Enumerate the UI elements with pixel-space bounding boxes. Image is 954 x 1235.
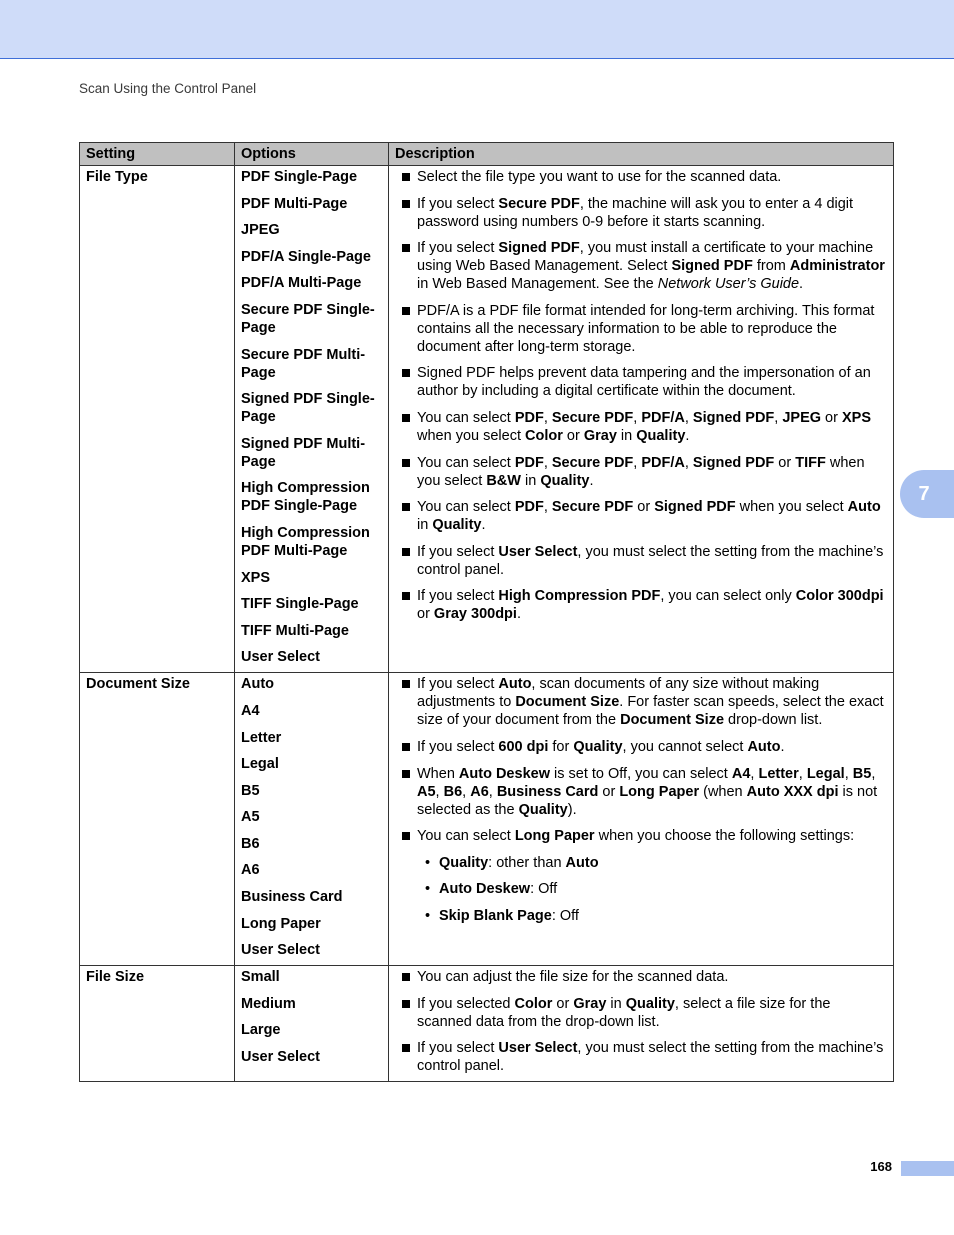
text-run: , [684,454,693,471]
text-run: , select a file size for the scanned data from the drop-down list. [417,995,831,1030]
text-run: If you selected [417,995,515,1012]
bold-term: Quality [625,995,675,1012]
chapter-tab: 7 [900,470,954,518]
bold-term: Signed PDF [671,258,753,275]
text-run: in [417,517,433,534]
bold-term: A4 [731,765,751,782]
bold-term: Auto [747,738,781,755]
bold-term: Quality [518,801,568,818]
description-bullet [395,302,887,356]
sub-list-item [417,907,887,925]
text-run: You can select [417,499,515,516]
italic-term: Network User’s Guide [657,276,800,293]
option-item: User Select [241,942,320,959]
option-item: Secure PDF Multi-Page [241,346,366,381]
sub-list-item [417,854,887,872]
option-item: User Select [241,1049,320,1066]
bold-term: Gray [573,995,607,1012]
bold-term: Auto XXX dpi [746,783,839,800]
bold-term: Quality [432,517,482,534]
text-run: is not selected as the [417,783,878,818]
description-bullet [395,968,887,986]
sub-list-item [417,880,887,898]
bold-term: Color [514,995,553,1012]
bold-term: TIFF [795,454,826,471]
bold-term: PDF [514,454,544,471]
text-run: . [589,472,594,489]
bold-term: Signed PDF [498,240,580,257]
bold-term: Secure PDF [551,499,634,516]
text-run: when you choose the following settings: [594,828,855,845]
option-item: TIFF Single-Page [241,596,359,613]
text-run: , [435,783,444,800]
text-run: : other than [488,854,566,871]
bold-term: Gray [583,427,617,444]
bold-term: Signed PDF [692,409,775,426]
description-bullet [395,195,887,231]
description-bullet [395,675,887,729]
bold-term: XPS [841,409,871,426]
table-row [80,673,894,966]
description-cell [389,166,894,673]
page-number-bar [901,1161,954,1176]
text-run: , [750,765,759,782]
sub-list [417,854,887,925]
text-run: or [821,409,842,426]
bold-term: JPEG [782,409,822,426]
description-list [395,675,887,925]
text-run: If you select [417,240,499,257]
text-run: or [417,606,434,623]
option-item: PDF/A Multi-Page [241,275,362,292]
bold-term: Auto [565,854,599,871]
option-item: TIFF Multi-Page [241,622,349,639]
bold-term: Business Card [496,783,599,800]
option-item: PDF Multi-Page [241,195,348,212]
text-run: when you select [417,454,865,489]
table-row [80,966,894,1082]
text-run: or [552,995,574,1012]
bold-term: Gray 300dpi [433,606,517,623]
bold-term: B6 [443,783,463,800]
table-row [80,166,894,673]
option-item: PDF Single-Page [241,169,358,185]
text-run: . For faster scan speeds, select the exact size of your document from the [417,694,884,729]
bold-term: Document Size [515,694,620,711]
text-run: If you select [417,195,499,212]
bold-term: Auto [847,499,881,516]
text-run: when you select [735,499,848,516]
text-run: from [752,258,790,275]
text-run: in [520,472,541,489]
text-run: , you cannot select [622,738,748,755]
text-run: . [780,738,785,755]
description-list [395,168,887,623]
option-item: B5 [241,782,260,799]
bold-term: Legal [806,765,845,782]
description-bullet [395,765,887,819]
text-run: drop-down list. [724,712,823,729]
option-item: A6 [241,862,260,879]
option-item: XPS [241,569,271,586]
text-run: , [462,783,471,800]
bold-term: Color 300dpi [795,588,884,605]
option-item: Letter [241,729,282,746]
text-run: If you select [417,676,499,693]
text-run: , [488,783,497,800]
text-run: Signed PDF helps prevent data tampering and the impersonation of an author by including a digital certificate within the document. [417,365,871,400]
description-bullet [395,409,887,445]
bold-term: Long Paper [619,783,700,800]
option-item: Legal [241,756,279,773]
text-run: , you must select the setting from the machine’s control panel. [417,543,884,578]
bold-term: Color [525,427,563,444]
bold-term: Signed PDF [692,454,775,471]
description-cell [389,673,894,966]
text-run: or [562,427,584,444]
bold-term: Document Size [620,712,725,729]
text-run: , [633,409,642,426]
options-cell [235,966,389,1082]
text-run: : Off [551,907,579,924]
bold-term: Quality [636,427,686,444]
text-run: , [798,765,807,782]
bold-term: Quality [573,738,623,755]
text-run: . [516,606,521,623]
bold-term: User Select [498,543,578,560]
text-run: , [633,454,642,471]
bold-term: B5 [852,765,872,782]
setting-cell: File Type [80,166,235,673]
text-run: , [774,409,783,426]
text-run: , you can select only [660,588,796,605]
text-run: If you select [417,543,499,560]
text-run: for [548,738,574,755]
text-run: or [598,783,620,800]
column-header-description: Description [389,143,894,166]
setting-cell: File Size [80,966,235,1082]
options-cell [235,673,389,966]
bold-term: B&W [486,472,521,489]
options-cell [235,166,389,673]
text-run: If you select [417,738,499,755]
description-bullet [395,239,887,293]
description-bullet [395,995,887,1031]
page-number: 168 [870,1159,892,1174]
column-header-options: Options [235,143,389,166]
bold-term: Letter [758,765,799,782]
option-item: Large [241,1022,281,1039]
text-run: or [774,454,796,471]
bold-term: Auto Deskew [439,881,531,898]
description-bullet [395,454,887,490]
option-item: PDF/A Single-Page [241,248,371,265]
bold-term: High Compression PDF [498,588,661,605]
bold-term: PDF [514,499,544,516]
option-item: High Compression PDF Multi-Page [241,524,370,559]
text-run: , [543,499,552,516]
bold-term: User Select [498,1040,578,1057]
settings-table [79,142,894,1082]
bold-term: Signed PDF [654,499,736,516]
text-run: . [685,427,690,444]
text-run: If you select [417,588,499,605]
option-item: High Compression PDF Single-Page [241,480,370,515]
option-item: B6 [241,835,260,852]
bold-term: A6 [470,783,489,800]
text-run: ). [567,801,577,818]
bold-term: Skip Blank Page [439,907,552,924]
text-run: , [684,409,693,426]
text-run: : Off [530,881,558,898]
bold-term: PDF/A [641,409,685,426]
text-run: , scan documents of any size without making adjustments to [417,676,820,711]
bold-term: Auto Deskew [458,765,550,782]
text-run: . [799,276,804,293]
text-run: , you must install a certificate to your machine using Web Based Management. Select [417,240,874,275]
bold-term: Secure PDF [551,409,634,426]
text-run: (when [699,783,747,800]
option-item: Medium [241,995,296,1012]
bold-term: Quality [540,472,590,489]
header-band [0,0,954,59]
option-item: Small [241,969,280,986]
text-run: in [616,427,637,444]
text-run: . [481,517,486,534]
option-item: A4 [241,702,260,719]
running-head: Scan Using the Control Panel [79,81,257,96]
text-run: in [606,995,626,1012]
bold-term: Quality [439,854,489,871]
bold-term: PDF [514,409,544,426]
text-run: You can select [417,828,515,845]
bold-term: PDF/A [641,454,685,471]
description-cell [389,966,894,1082]
bold-term: Long Paper [514,828,595,845]
description-bullet [395,364,887,400]
text-run: , [844,765,853,782]
description-bullet [395,168,887,186]
text-run: When [417,765,459,782]
description-list [395,968,887,1075]
description-bullet [395,1039,887,1075]
text-run: or [633,499,655,516]
text-run: Select the file type you want to use for the scanned data. [417,169,782,185]
description-bullet [395,543,887,579]
text-run: in Web Based Management. See the [417,276,658,293]
description-bullet [395,498,887,534]
option-item: A5 [241,809,260,826]
option-item: Signed PDF Single-Page [241,391,375,426]
text-run: , [871,765,876,782]
option-item: Signed PDF Multi-Page [241,435,366,470]
table-header-row [80,143,894,166]
bold-term: Auto [498,676,532,693]
text-run: , you must select the setting from the machine’s control panel. [417,1040,884,1075]
description-bullet [395,738,887,756]
description-bullet [395,587,887,623]
column-header-setting: Setting [80,143,235,166]
text-run: You can select [417,409,515,426]
option-item: JPEG [241,222,280,239]
setting-cell: Document Size [80,673,235,966]
description-bullet [395,827,887,925]
option-item: Business Card [241,889,343,906]
text-run: If you select [417,1040,499,1057]
text-run: is set to Off, you can select [549,765,732,782]
bold-term: A5 [417,783,436,800]
bold-term: Administrator [789,258,885,275]
option-item: Secure PDF Single-Page [241,301,375,336]
option-item: Auto [241,676,275,693]
text-run: , the machine will ask you to enter a 4 digit password using numbers 0-9 before it starts scanning. [417,195,854,230]
text-run: , [543,454,552,471]
text-run: PDF/A is a PDF file format intended for long-term archiving. This format contains all the necessary information to be able to reproduce the document after long-term storage. [417,302,875,355]
bold-term: 600 dpi [498,738,549,755]
text-run: when you select [417,427,526,444]
text-run: You can select [417,454,515,471]
option-item: Long Paper [241,915,321,932]
bold-term: Secure PDF [551,454,634,471]
option-item: User Select [241,649,320,666]
text-run: You can adjust the file size for the scanned data. [417,969,729,986]
text-run: , [543,409,552,426]
bold-term: Secure PDF [498,195,580,212]
